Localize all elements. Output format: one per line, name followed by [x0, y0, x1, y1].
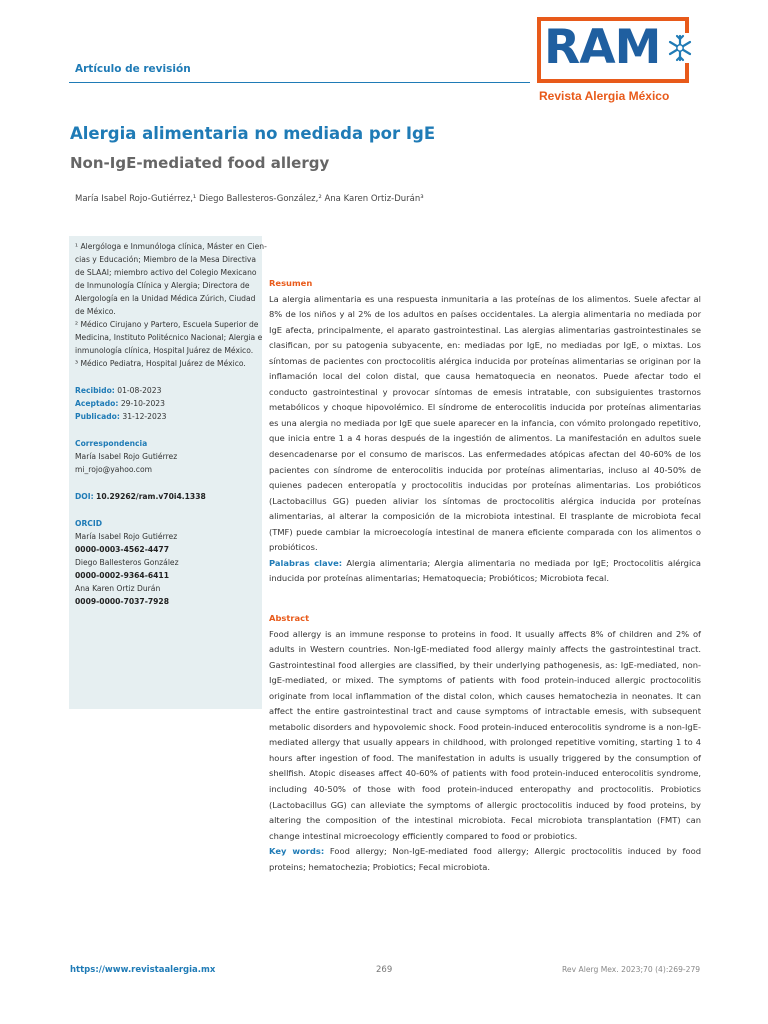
article-type: Artículo de revisión [75, 63, 191, 75]
resumen-section [269, 276, 701, 587]
correspondence [75, 437, 256, 476]
author-list: María Isabel Rojo-Gutiérrez,¹ Diego Ballesteros-González,² Ana Karen Ortiz-Durán³ [75, 194, 424, 204]
affiliation-line: ¹ Alergóloga e Inmunóloga clínica, Máster en Cien- [75, 242, 267, 251]
orcid-author-name: María Isabel Rojo Gutiérrez [75, 532, 178, 541]
abstract-body: Food allergy is an immune response to proteins in food. It usually affects 8% of children and 2% of adults in Western countries. Non-IgE-mediated food allergy mainly affects the gastrointestinal tract. Gastrointestinal food allergies are classified, by their underlying pathogenesis, as: IgE-mediated, non-IgE-mediated, or mixed. The symptoms of patients with food protein-induced allergic proctocolitis originate from local inflammation of the distal colon, which causes hematochezia in neonates. It can affect the entire gastrointestinal tract and cause symptoms of intractable emesis, with subsequent metabolic disorders and hypovolemic shock. Food protein-induced enterocolitis syndrome is a non-IgE-mediated allergy that usually appears in childhood, with prolonged repetitive vomiting, starting 1 to 4 hours after ingestion of food. The manifestation in adults is usually triggered by the consumption of shellfish. Atopic diseases affect 40-60% of patients with food protein-induced enterocolitis syndrome, including 40-50% of those with food protein-induced enteropathy and proctocolitis. Probiotics (Lactobacillus GG) can alleviate the symptoms of allergic proctocolitis induced by food proteins, by altering the composition of the intestinal microbiota. Fecal microbiota transplantation (FMT) can change intestinal microecology efficiently compared to food or probiotics. [269, 628, 701, 841]
affiliation-line: inmunología clínica, Hospital Juárez de México. [75, 346, 254, 355]
affiliation-line: de México. [75, 307, 116, 316]
affiliation-line: Medicina, Instituto Politécnico Nacional; Alergia e [75, 333, 263, 342]
title-english: Non-IgE-mediated food allergy [70, 154, 330, 172]
affiliation-line: ² Médico Cirujano y Partero, Escuela Superior de [75, 320, 259, 329]
published-date: Publicado: 31-12-2023 [75, 412, 167, 421]
affiliation-line: Alergología en la Unidad Médica Zúrich, Ciudad [75, 294, 256, 303]
abstract-heading: Abstract [269, 613, 310, 623]
orcid [75, 517, 256, 608]
header-rule [69, 82, 530, 83]
orcid-author-name: Ana Karen Ortiz Durán [75, 584, 161, 593]
correspondence-label: Correspondencia [75, 439, 148, 448]
keywords-label: Palabras clave: [269, 557, 343, 568]
keywords-text: Alergia alimentaria; Alergia alimentaria no mediada por IgE; Proctocolitis alérgica inducida por proteínas alimentarias; Hematoquecia; Probióticos; Microbiota fecal. [269, 557, 701, 584]
resumen-keywords [269, 556, 701, 587]
article-dates [75, 384, 256, 423]
keywords-label: Key words: [269, 846, 325, 857]
orcid-id[interactable]: 0009-0000-7037-7928 [75, 597, 169, 606]
abstract-section [269, 611, 701, 875]
orcid-label: ORCID [75, 519, 103, 528]
keywords-text: Food allergy; Non-IgE-mediated food allergy; Allergic proctocolitis induced by food proteins; hematochezia; Probiotics; Fecal microbiota. [269, 846, 701, 872]
abstract-keywords [269, 844, 701, 875]
metadata-sidebar [69, 236, 267, 709]
affiliations [75, 240, 267, 370]
journal-logo [537, 17, 697, 107]
logo-text: RAM [544, 20, 661, 75]
doi-label: DOI: [75, 492, 94, 501]
correspondence-email[interactable]: mi_rojo@yahoo.com [75, 465, 153, 474]
footer-citation: Rev Alerg Mex. 2023;70 (4):269-279 [562, 965, 701, 974]
snowflake-icon [667, 33, 693, 63]
logo-subtitle: Revista Alergia México [539, 89, 670, 103]
affiliation-line: de SLAAI; miembro activo del Colegio Mexicano [75, 268, 257, 277]
doi-link[interactable]: 10.29262/ram.v70i4.1338 [96, 492, 206, 501]
footer-url[interactable]: https://www.revistaalergia.mx [70, 965, 216, 975]
page-number: 269 [376, 965, 393, 975]
resumen-body: La alergia alimentaria es una respuesta inmunitaria a las proteínas de los alimentos. Suele afectar al 8% de los niños y al 2% de los adultos en países occidentales. La alergia alimentaria no mediada por IgE afecta, principalmente, el aparato gastrointestinal. Las alergias alimentarias gastrointestinales se clasifican, por su patogenia subyacente, en: mediadas por IgE, no mediadas por IgE, o mixtas. Los síntomas de pacientes con proctocolitis alérgica inducida por proteínas alimentarias se originan por la inflamación local del colon distal, que causa hematoquecia en neonatos. Puede afectar todo el conducto gastrointestinal y provocar síntomas de emesis intratable, con subsiguientes trastornos metabólicos y choque hipovolémico. El síndrome de enterocolitis inducida por proteínas alimentarias es una alergia no mediada por IgE que suele aparecer en la infancia, con vómito prolongado repetitivo, que inicia entre 1 a 4 horas después de la ingestión de alimentos. La manifestación en adultos suele desencadenarse por el consumo de mariscos. Las enfermedades atópicas afectan del 40-60% de los pacientes con síndrome de enterocolitis inducida por proteínas alimentarias, incluso al 40-50% de quienes padecen enteropatía y proctocolitis inducidas por proteínas alimentarias. Los probióticos (Lactobacillus GG) pueden aliviar los síntomas de proctocolitis alérgica inducida por proteínas alimentarias, al alterar la composición de la microbiota intestinal. El trasplante de microbiota fecal (TMF) puede cambiar la microecología intestinal de manera eficiente comparada con los alimentos o probióticos. [269, 293, 701, 553]
accepted-date: Aceptado: 29-10-2023 [75, 399, 165, 408]
affiliation-line: de Inmunología Clínica y Alergia; Directora de [75, 281, 250, 290]
affiliation-line: ³ Médico Pediatra, Hospital Juárez de México. [75, 359, 246, 368]
doi [75, 490, 256, 503]
orcid-id[interactable]: 0000-0002-9364-6411 [75, 571, 169, 580]
orcid-author-name: Diego Ballesteros González [75, 558, 179, 567]
title-spanish: Alergia alimentaria no mediada por IgE [70, 124, 436, 143]
orcid-id[interactable]: 0000-0003-4562-4477 [75, 545, 169, 554]
affiliation-line: cias y Educación; Miembro de la Mesa Directiva [75, 255, 257, 264]
received-date: Recibido: 01-08-2023 [75, 386, 162, 395]
correspondence-name: María Isabel Rojo Gutiérrez [75, 452, 178, 461]
resumen-heading: Resumen [269, 278, 313, 288]
